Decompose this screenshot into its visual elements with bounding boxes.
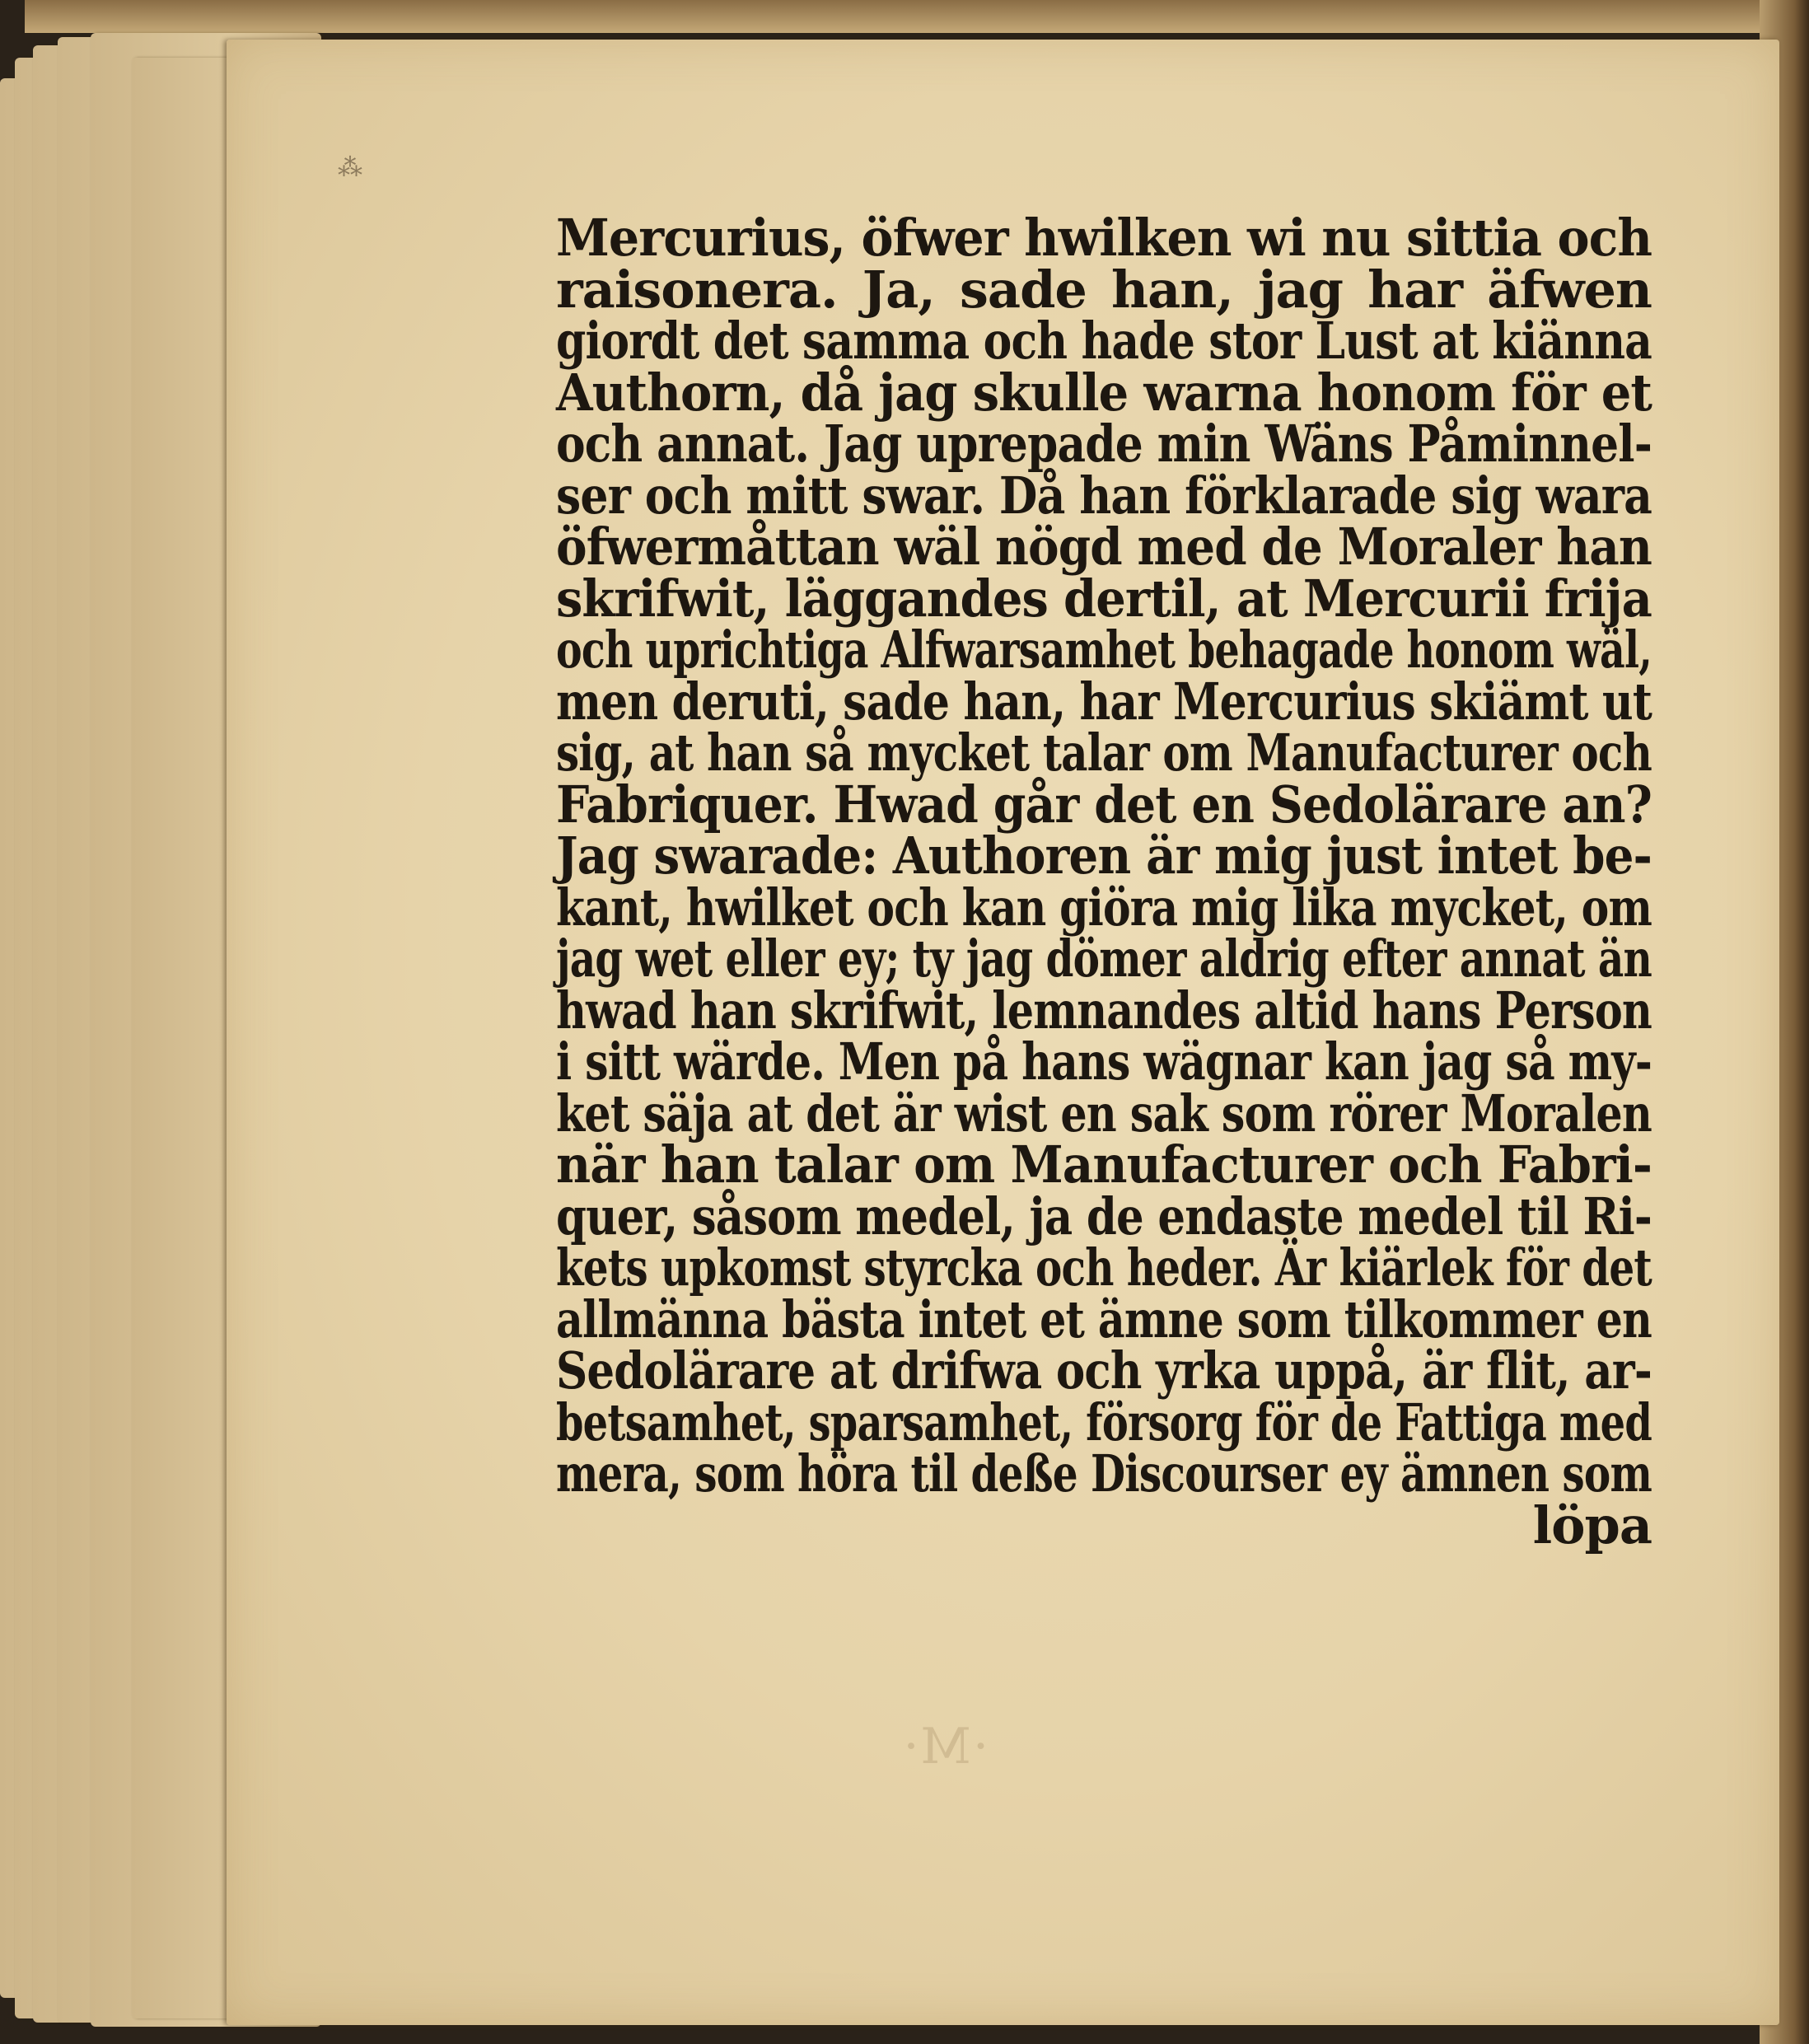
text-line: hwad han skrifwit, lemnandes altid hans Person [556, 980, 1652, 1041]
bleed-through-text: ·M· [901, 1718, 989, 1775]
text-line: kant, hwilket och kan giöra mig lika mycket, om [556, 877, 1652, 938]
text-line: ser och mitt swar. Då han förklarade sig wara [556, 465, 1652, 526]
text-line: Mercurius, öfwer hwilken wi nu sittia och [556, 208, 1652, 268]
text-line: öfwermåttan wäl nögd med de Moraler han [556, 517, 1652, 577]
text-line: Fabriquer. Hwad går det en Sedolärare an? [556, 774, 1652, 835]
text-line: raisonera. Ja, sade han, jag har äfwen [556, 259, 1652, 320]
text-line: ket säja at det är wist en sak som rörer Moralen [556, 1083, 1652, 1144]
text-line: allmänna bästa intet et ämne som tilkommer en [556, 1289, 1652, 1349]
text-line: och annat. Jag uprepade min Wäns Påminnel- [556, 414, 1652, 474]
text-line: giordt det samma och hade stor Lust at kiänna [556, 311, 1652, 371]
text-line: i sitt wärde. Men på hans wägnar kan jag så my- [556, 1031, 1652, 1092]
book-top-edge [25, 0, 1809, 33]
text-line: Jag swarade: Authoren är mig just intet be- [556, 826, 1652, 886]
text-line: betsamhet, sparsamhet, försorg för de Fattiga med [556, 1392, 1652, 1452]
printer-mark: ⁂ [338, 153, 362, 182]
catchword: löpa [1532, 1494, 1652, 1555]
text-line: Authorn, då jag skulle warna honom för et [556, 362, 1652, 423]
body-text [556, 208, 1652, 1555]
text-line: skrifwit, läggandes dertil, at Mercurii frija [556, 568, 1652, 629]
text-line: jag wet eller ey; ty jag dömer aldrig efter annat än [556, 928, 1652, 989]
text-line: quer, såsom medel, ja de endaste medel til Ri- [556, 1186, 1652, 1247]
text-line: men deruti, sade han, har Mercurius skiämt ut [556, 671, 1652, 732]
text-line: Sedolärare at drifwa och yrka uppå, är flit, ar- [556, 1340, 1652, 1401]
text-line: mera, som höra til deße Discourser ey ämnen som [556, 1443, 1652, 1504]
text-line: när han talar om Manufacturer och Fabri- [556, 1134, 1652, 1195]
text-line: sig, at han så mycket talar om Manufacturer och [556, 723, 1652, 783]
text-line: kets upkomst styrcka och heder. Är kiärlek för det [556, 1237, 1652, 1298]
text-line: och uprichtiga Alfwarsamhet behagade honom wäl, [556, 620, 1652, 680]
